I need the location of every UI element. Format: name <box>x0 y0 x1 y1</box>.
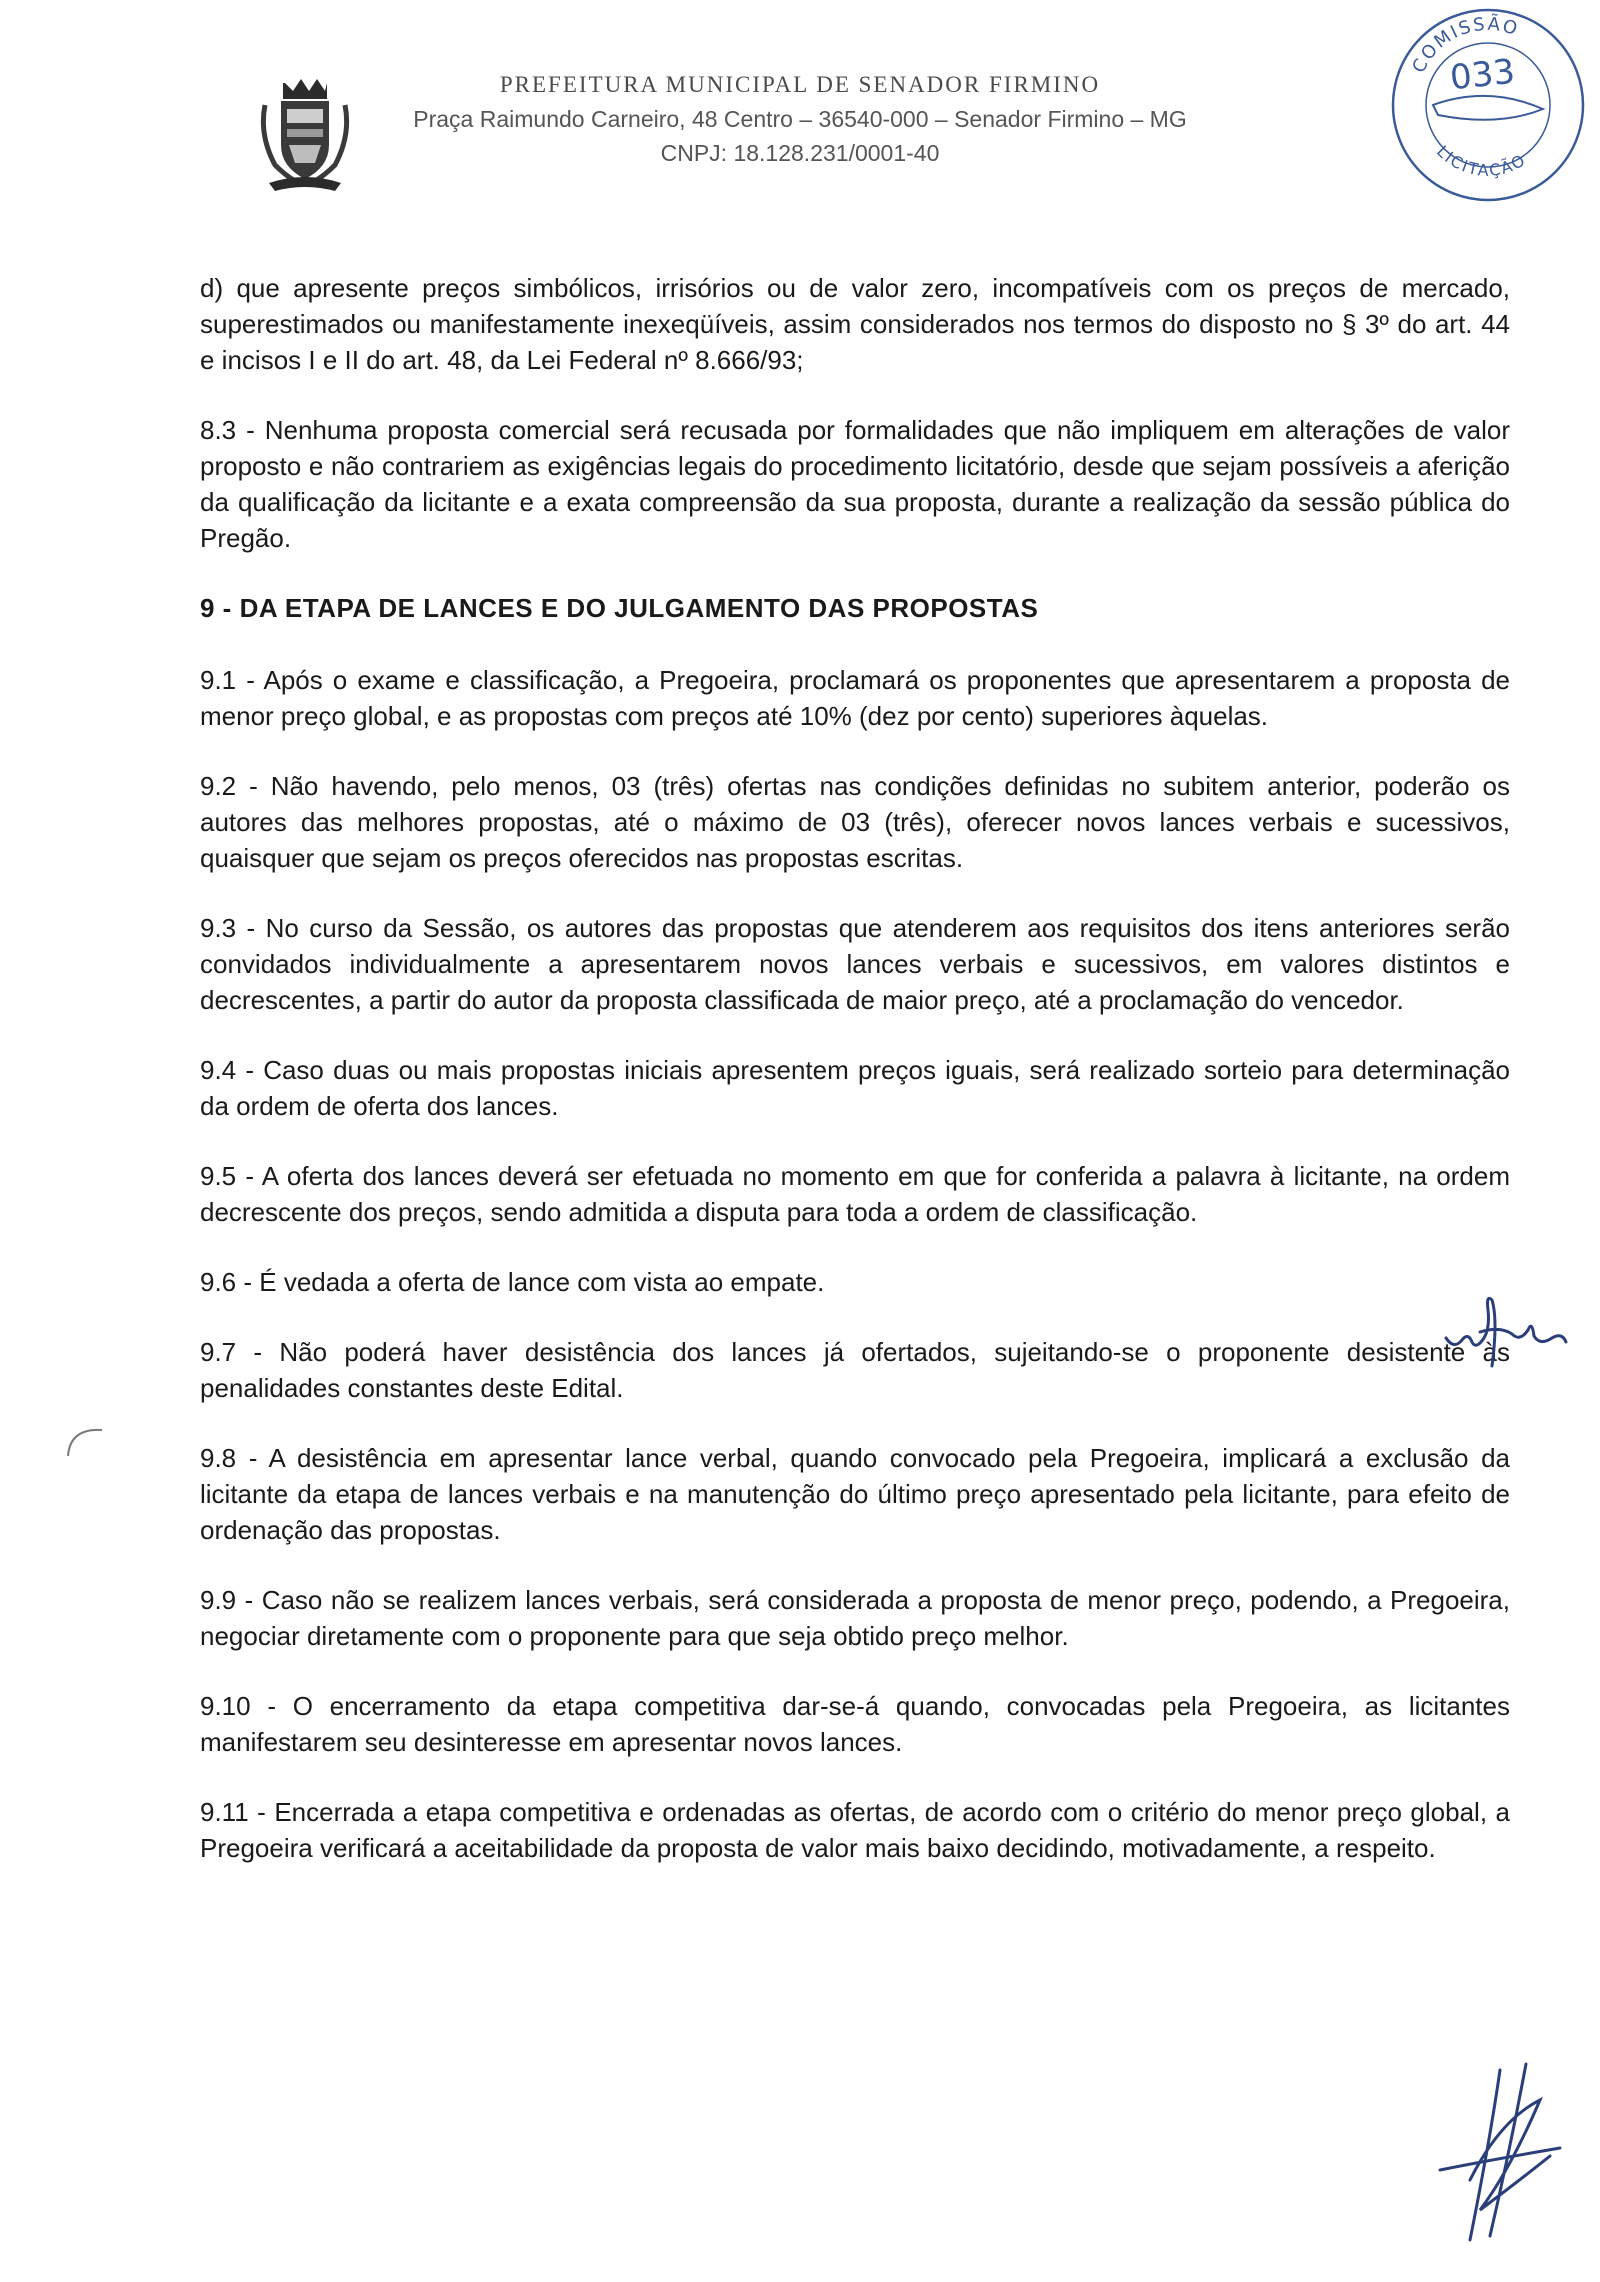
margin-arc-mark <box>62 1420 112 1460</box>
municipality-name: PREFEITURA MUNICIPAL DE SENADOR FIRMINO <box>499 72 1101 97</box>
stamp-number: 033 <box>1448 51 1517 99</box>
clause-9-6: 9.6 - É vedada a oferta de lance com vista ao empate. <box>200 1267 825 1297</box>
municipality-cnpj: CNPJ: 18.128.231/0001-40 <box>660 140 940 166</box>
clause-9-8: 9.8 - A desistência em apresentar lance verbal, quando convocado pela Pregoeira, implicará a exclusão da licitante da etapa de lances verbais e na manutenção do último preço apresentado pela licitante, para efeito de ordenação das propostas. <box>200 1443 1510 1545</box>
stamp-bottom-text: LICITAÇÃO <box>1433 141 1530 180</box>
clause-9-7: 9.7 - Não poderá haver desistência dos lances já ofertados, sujeitando-se o proponente desistente às penalidades constantes deste Edital. <box>200 1337 1510 1403</box>
clause-9-1: 9.1 - Após o exame e classificação, a Pregoeira, proclamará os proponentes que apresentarem a proposta de menor preço global, e as propostas com preços até 10% (dez por cento) superiores àquelas. <box>200 665 1510 731</box>
stamp-top-text: COMISSÃO <box>1408 13 1522 77</box>
document-body <box>200 270 1510 1900</box>
clause-9-5: 9.5 - A oferta dos lances deverá ser efetuada no momento em que for conferida a palavra à licitante, na ordem decrescente dos preços, sendo admitida a disputa para toda a ordem de classificação. <box>200 1161 1510 1227</box>
svg-text:LICITAÇÃO <box>1433 142 1530 180</box>
clause-9-2: 9.2 - Não havendo, pelo menos, 03 (três) ofertas nas condições definidas no subitem anterior, poderão os autores das melhores propostas, até o máximo de 03 (três), oferecer novos lances verbais e sucessivos, quaisquer que sejam os preços oferecidos nas propostas escritas. <box>200 771 1510 873</box>
clause-9-4: 9.4 - Caso duas ou mais propostas iniciais apresentem preços iguais, será realizado sorteio para determinação da ordem de oferta dos lances. <box>200 1055 1510 1121</box>
municipality-address: Praça Raimundo Carneiro, 48 Centro – 36540-000 – Senador Firmino – MG <box>413 106 1187 132</box>
rubric-signature-icon <box>1430 2060 1570 2250</box>
clause-9-11: 9.11 - Encerrada a etapa competitiva e ordenadas as ofertas, de acordo com o critério do menor preço global, a Pregoeira verificará a aceitabilidade da proposta de valor mais baixo decidindo, motivadamente, a respeito. <box>200 1797 1510 1863</box>
clause-8-3: 8.3 - Nenhuma proposta comercial será recusada por formalidades que não impliquem em alterações de valor proposto e não contrariem as exigências legais do procedimento licitatório, desde que sejam possíveis a aferição da qualificação da licitante e a exata compreensão da sua proposta, durante a realização da sessão pública do Pregão. <box>200 415 1510 553</box>
clause-9-3: 9.3 - No curso da Sessão, os autores das propostas que atenderem aos requisitos dos itens anteriores serão convidados individualmente a apresentarem novos lances verbais e sucessivos, em valores distintos e decrescentes, a partir do autor da proposta classificada de maior preço, até a proclamação do vencedor. <box>200 913 1510 1015</box>
clause-9-9: 9.9 - Caso não se realizem lances verbais, será considerada a proposta de menor preço, podendo, a Pregoeira, negociar diretamente com o proponente para que seja obtido preço melhor. <box>200 1585 1510 1651</box>
clause-d: d) que apresente preços simbólicos, irrisórios ou de valor zero, incompatíveis com os preços de mercado, superestimados ou manifestamente inexeqüíveis, assim considerados nos termos do disposto no § 3º do art. 44 e incisos I e II do art. 48, da Lei Federal nº 8.666/93; <box>200 273 1510 375</box>
clause-9-10: 9.10 - O encerramento da etapa competitiva dar-se-á quando, convocadas pela Pregoeira, as licitantes manifestarem seu desinteresse em apresentar novos lances. <box>200 1691 1510 1757</box>
section-heading-9: 9 - DA ETAPA DE LANCES E DO JULGAMENTO DAS PROPOSTAS <box>200 593 1039 623</box>
initials-signature-icon <box>1440 1280 1570 1370</box>
commission-stamp <box>1378 5 1593 205</box>
